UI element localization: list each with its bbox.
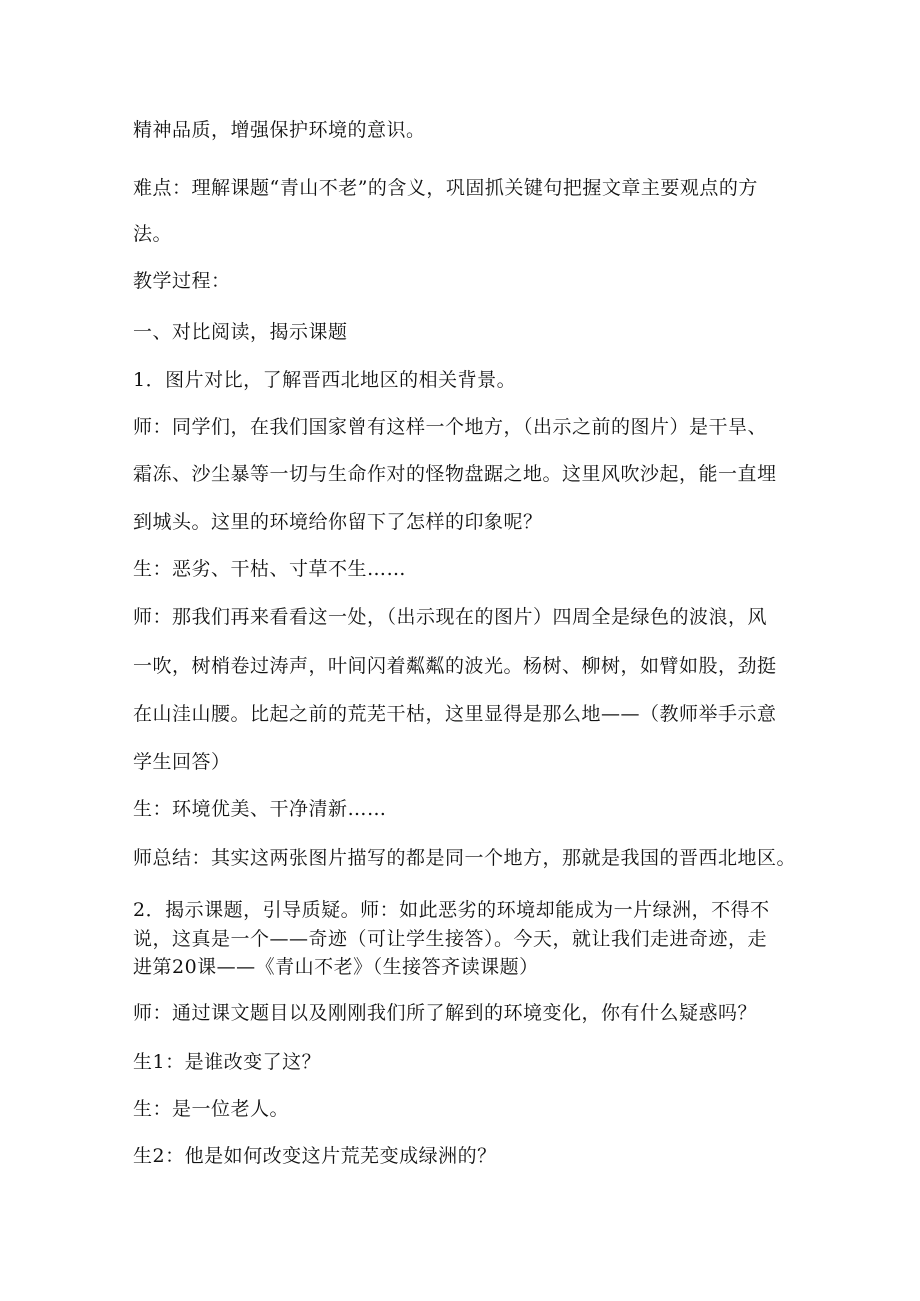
text-line-21: 生1：是谁改变了这？ (133, 1051, 322, 1073)
text-line-10: 生：恶劣、干枯、寸草不生…… (133, 558, 407, 580)
text-line-15: 生：环境优美、干净清新…… (133, 798, 387, 820)
section-heading-part-one: 一、对比阅读，揭示课题 (133, 321, 348, 343)
text-line-23: 生2：他是如何改变这片荒芜变成绿洲的？ (133, 1145, 497, 1167)
text-line-1: 精神品质，增强保护环境的意识。 (133, 119, 426, 141)
numbered-item-2: 2．揭示课题，引导质疑。师：如此恶劣的环境却能成为一片绿洲，不得不 (133, 899, 770, 921)
text-line-16: 师总结：其实这两张图片描写的都是同一个地方，那就是我国的晋西北地区。 (133, 847, 797, 869)
text-line-12: 一吹，树梢卷过涛声，叶间闪着粼粼的波光。杨树、柳树，如臂如股，劲挺 (133, 655, 777, 677)
text-line-3: 法。 (133, 223, 173, 245)
text-line-14: 学生回答） (133, 751, 231, 773)
text-line-7: 师：同学们，在我们国家曾有这样一个地方，（出示之前的图片）是干旱、 (133, 416, 768, 438)
section-heading-teaching-process: 教学过程： (133, 270, 231, 292)
text-line-19: 进第20课——《青山不老》（生接答齐读课题） (133, 956, 539, 978)
text-line-18: 说，这真是一个——奇迹（可让学生接答）。今天，就让我们走进奇迹，走 (133, 928, 768, 950)
text-line-20: 师：通过课文题目以及刚刚我们所了解到的环境变化，你有什么疑惑吗？ (133, 1002, 758, 1024)
text-line-9: 到城头。这里的环境给你留下了怎样的印象呢？ (133, 511, 543, 533)
text-line-22: 生：是一位老人。 (133, 1098, 290, 1120)
numbered-item-1: 1．图片对比，了解晋西北地区的相关背景。 (133, 369, 517, 391)
text-line-2: 难点：理解课题“青山不老”的含义，巩固抓关键句把握文章主要观点的方 (133, 177, 758, 199)
text-line-13: 在山洼山腰。比起之前的荒芜干枯，这里显得是那么地——（教师举手示意 (133, 703, 777, 725)
text-line-11: 师：那我们再来看看这一处，（出示现在的图片）四周全是绿色的波浪，风 (133, 606, 768, 628)
text-line-8: 霜冻、沙尘暴等一切与生命作对的怪物盘踞之地。这里风吹沙起，能一直埋 (133, 463, 777, 485)
